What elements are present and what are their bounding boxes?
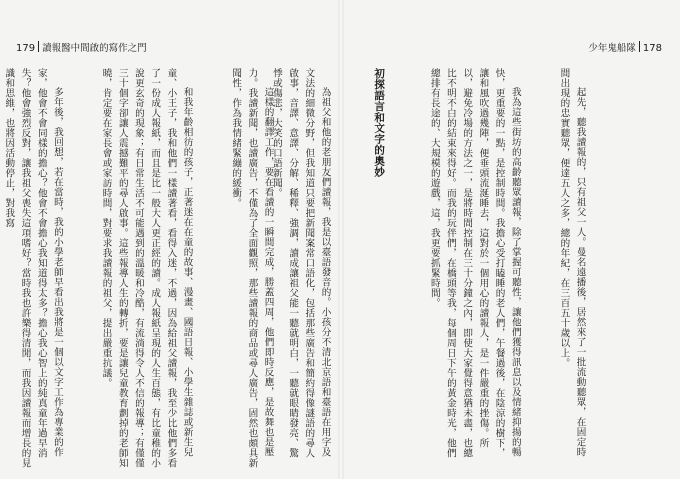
header-divider <box>38 41 39 52</box>
body-paragraph: 為祖父和他的老朋友們讀報，我是以臺語發音的。小孩分不清北京語和臺語在用字及文法的細微分野，但我知道只要把新聞案常口語化，包括那些廣告和簡約得像謎語的尋人啟事，音譯、意譯、分解、稀釋、強調，讀成讓祖父能一聽就明白，一聽就眼睛發亮、驚悸或傷悲，大笑的口語新聞。 <box>270 68 331 458</box>
right-running-head <box>588 41 662 55</box>
body-paragraph: 我為這些街坊的高齡聽眾讀報，除了掌握可聽性，讓他們獲得訊息以及情緒抑揚的暢快，更重要的一點，是控制時間。我擔心受打瞌睡的老人們，午餐過後，在陰涼的樹下，讓和風吹過幾陣，便垂頭流涎睡去，這對於一個用心的讀報人，是一件嚴重的挫傷。所以，避免冷場的方法之一，是將時間控制在三十分鐘之內，即使大家覺得意猶未盡，也總比不明不白的結束來得好。而我的玩伴們，在橋頭等我，每個周日下午的黃金時光，他們總排有長途的、大規模的遊戲，這，我更要抓緊時間。 <box>428 68 521 458</box>
body-paragraph: 起先，聽我讀報的，只有祖父一人。曼名遠播後，居然來了一批流動聽眾，在固定時間出現的忠實聽眾，便達五人之多，總的年紀，在三百五十歲以上。 <box>558 68 586 458</box>
left-running-title: 讀報醫中間啟的寫作之門 <box>42 43 147 54</box>
right-running-title: 少年鬼船隊 <box>588 43 636 54</box>
header-divider <box>639 41 640 52</box>
left-page-number: 179 <box>16 43 36 54</box>
right-page-number: 178 <box>642 43 662 54</box>
left-running-head <box>16 41 147 55</box>
right-page-body <box>270 68 620 464</box>
body-paragraph: 這樣的翻譯工作，要在看讀的一瞬間完成，勝蓋四周，他們即時反應，是故舞也是壓力。我讀新聞，也讀廣告，不僅為了全面觀照，那些讀報的商品或尋人廣告，固然也頗具新聞性，作為我情緒緊繃的緩衝。 <box>230 68 274 468</box>
body-paragraph: 和我年齡相彷的孩子，正著迷在在童的故事、漫畫、國語日報、小學生雜誌或新生兒童、小王子，我和他們一樣讀著看，看得入迷，不過，因為給祖父讀報，我至少比他們多看了一份成人報紙，而且是比一般大人更正經的讀。成人報紙呈現的人生百態，有比童稚的小說更玄奇的現象；有日常生活不可能遇到的溫暖和冷酷，有流淌得令人不信的報導；有僅僅三十個字卻讓人震撼難平的尋人啟事。這些報導人生的轉折，要是讓兒童教育劃掉的老師知曉，肯定要在家長會或家訪時間，對要求我讀報的祖父，提出嚴重抗議。 <box>100 68 193 468</box>
body-paragraph: 多年後，我回想，若在當時，我的小學老師早看出我將是一個以文字工作為專業的作家，他會不會同樣的擔心？他會不會擔心我知道得太多？擔心我心智上的純真童年過早消失？他會強烈反對，讓我祖父喪失這項嗜好？當時我也許樂得清閒，而我因讀報而增長的見識和思維，也將因活動停止，對我寫 <box>3 68 63 468</box>
section-heading: 初探語言和文字的奧妙 <box>373 68 386 177</box>
